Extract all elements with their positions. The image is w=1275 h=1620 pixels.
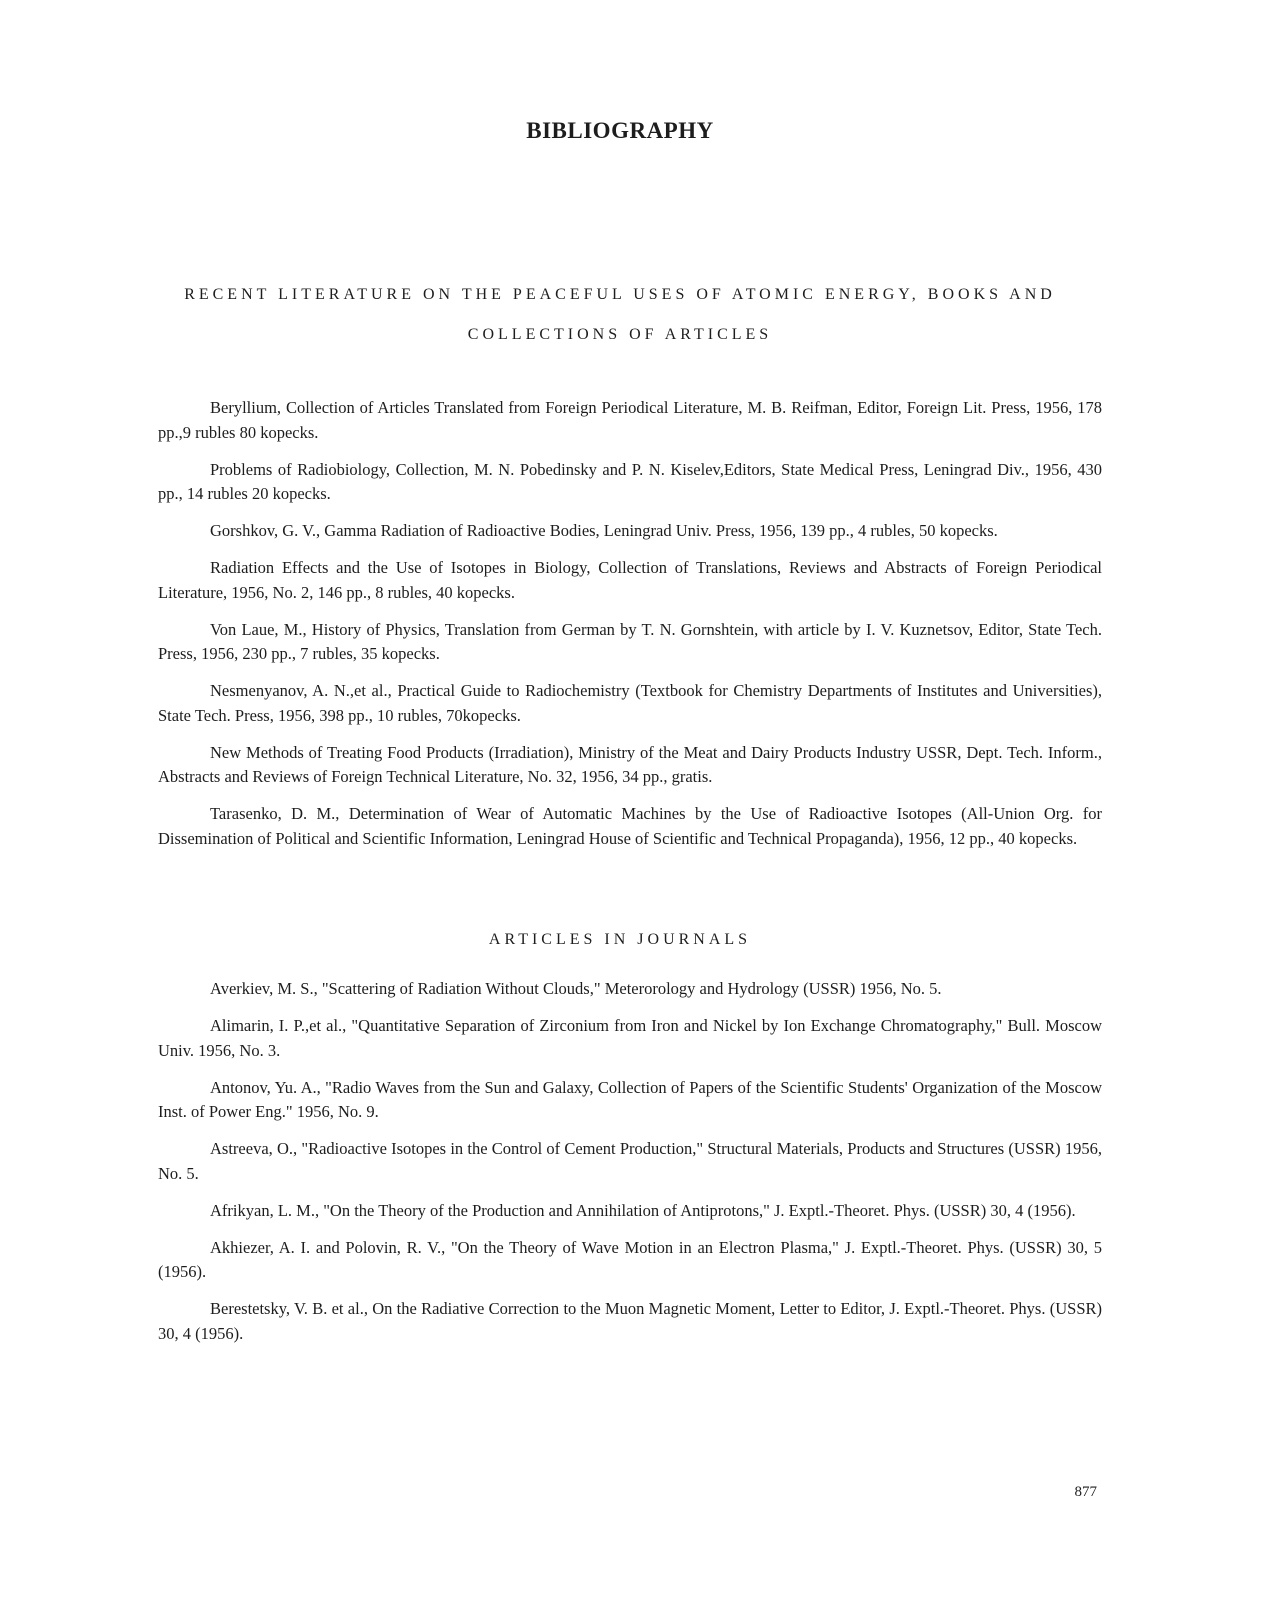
- journal-entry: Alimarin, I. P.,et al., "Quantitative Separation of Zirconium from Iron and Nickel by Ion Exchange Chromatography," Bull. Moscow Univ. 1956, No. 3.: [158, 1016, 1102, 1060]
- page-number: 877: [1074, 1484, 1097, 1500]
- books-section-heading: [150, 275, 1090, 355]
- bibliography-entry: Problems of Radiobiology, Collection, M. N. Pobedinsky and P. N. Kiselev,Editors, State Medical Press, Leningrad Div., 1956, 430 pp., 14 rubles 20 kopecks.: [158, 459, 1102, 503]
- bibliography-entry: Beryllium, Collection of Articles Translated from Foreign Periodical Literature, M. B. Reifman, Editor, Foreign Lit. Press, 1956, 178 pp.,9 rubles 80 kopecks.: [158, 398, 1102, 442]
- bibliography-entry: Gorshkov, G. V., Gamma Radiation of Radioactive Bodies, Leningrad Univ. Press, 1956, 139 pp., 4 rubles, 50 kopecks.: [210, 521, 998, 540]
- books-heading-line-1: RECENT LITERATURE ON THE PEACEFUL USES OF ATOMIC ENERGY, BOOKS AND: [184, 286, 1056, 303]
- journal-entry: Antonov, Yu. A., "Radio Waves from the Sun and Galaxy, Collection of Papers of the Scientific Students' Organization of the Moscow Inst. of Power Eng." 1956, No. 9.: [158, 1077, 1102, 1121]
- journal-entry: Astreeva, O., "Radioactive Isotopes in the Control of Cement Production," Structural Materials, Products and Structures (USSR) 1956, No. 5.: [158, 1139, 1102, 1183]
- journal-entry: Averkiev, M. S., "Scattering of Radiation Without Clouds," Meterorology and Hydrology (USSR) 1956, No. 5.: [210, 979, 942, 998]
- journal-entry: Akhiezer, A. I. and Polovin, R. V., "On the Theory of Wave Motion in an Electron Plasma," J. Exptl.-Theoret. Phys. (USSR) 30, 5 (1956).: [158, 1237, 1102, 1281]
- bibliography-entry: New Methods of Treating Food Products (Irradiation), Ministry of the Meat and Dairy Products Industry USSR, Dept. Tech. Inform., Abstracts and Reviews of Foreign Technical Literature, No. 32, 1956, 34 pp., gratis.: [158, 742, 1102, 786]
- books-entry-list: [158, 396, 1102, 864]
- bibliography-entry: Radiation Effects and the Use of Isotopes in Biology, Collection of Translations, Reviews and Abstracts of Foreign Periodical Literature, 1956, No. 2, 146 pp., 8 rubles, 40 kopecks.: [158, 558, 1102, 602]
- page-title: BIBLIOGRAPHY: [526, 118, 714, 143]
- bibliography-entry: Tarasenko, D. M., Determination of Wear of Automatic Machines by the Use of Radioactive Isotopes (All-Union Org. for Dissemination of Political and Scientific Information, Leningrad House of Scientific and Technical Propaganda), 1956, 12 pp., 40 kopecks.: [158, 804, 1102, 848]
- bibliography-entry: Nesmenyanov, A. N.,et al., Practical Guide to Radiochemistry (Textbook for Chemistry Departments of Institutes and Universities), State Tech. Press, 1956, 398 pp., 10 rubles, 70kopecks.: [158, 681, 1102, 725]
- journals-section-heading: ARTICLES IN JOURNALS: [488, 931, 752, 948]
- bibliography-entry: Von Laue, M., History of Physics, Translation from German by T. N. Gornshtein, with article by I. V. Kuznetsov, Editor, State Tech. Press, 1956, 230 pp., 7 rubles, 35 kopecks.: [158, 619, 1102, 663]
- books-heading-line-2: COLLECTIONS OF ARTICLES: [467, 326, 773, 343]
- journal-entry: Berestetsky, V. B. et al., On the Radiative Correction to the Muon Magnetic Moment, Letter to Editor, J. Exptl.-Theoret. Phys. (USSR) 30, 4 (1956).: [158, 1299, 1102, 1343]
- journal-entry: Afrikyan, L. M., "On the Theory of the Production and Annihilation of Antiprotons," J. Exptl.-Theoret. Phys. (USSR) 30, 4 (1956).: [210, 1200, 1076, 1220]
- journals-entry-list: [158, 977, 1102, 1359]
